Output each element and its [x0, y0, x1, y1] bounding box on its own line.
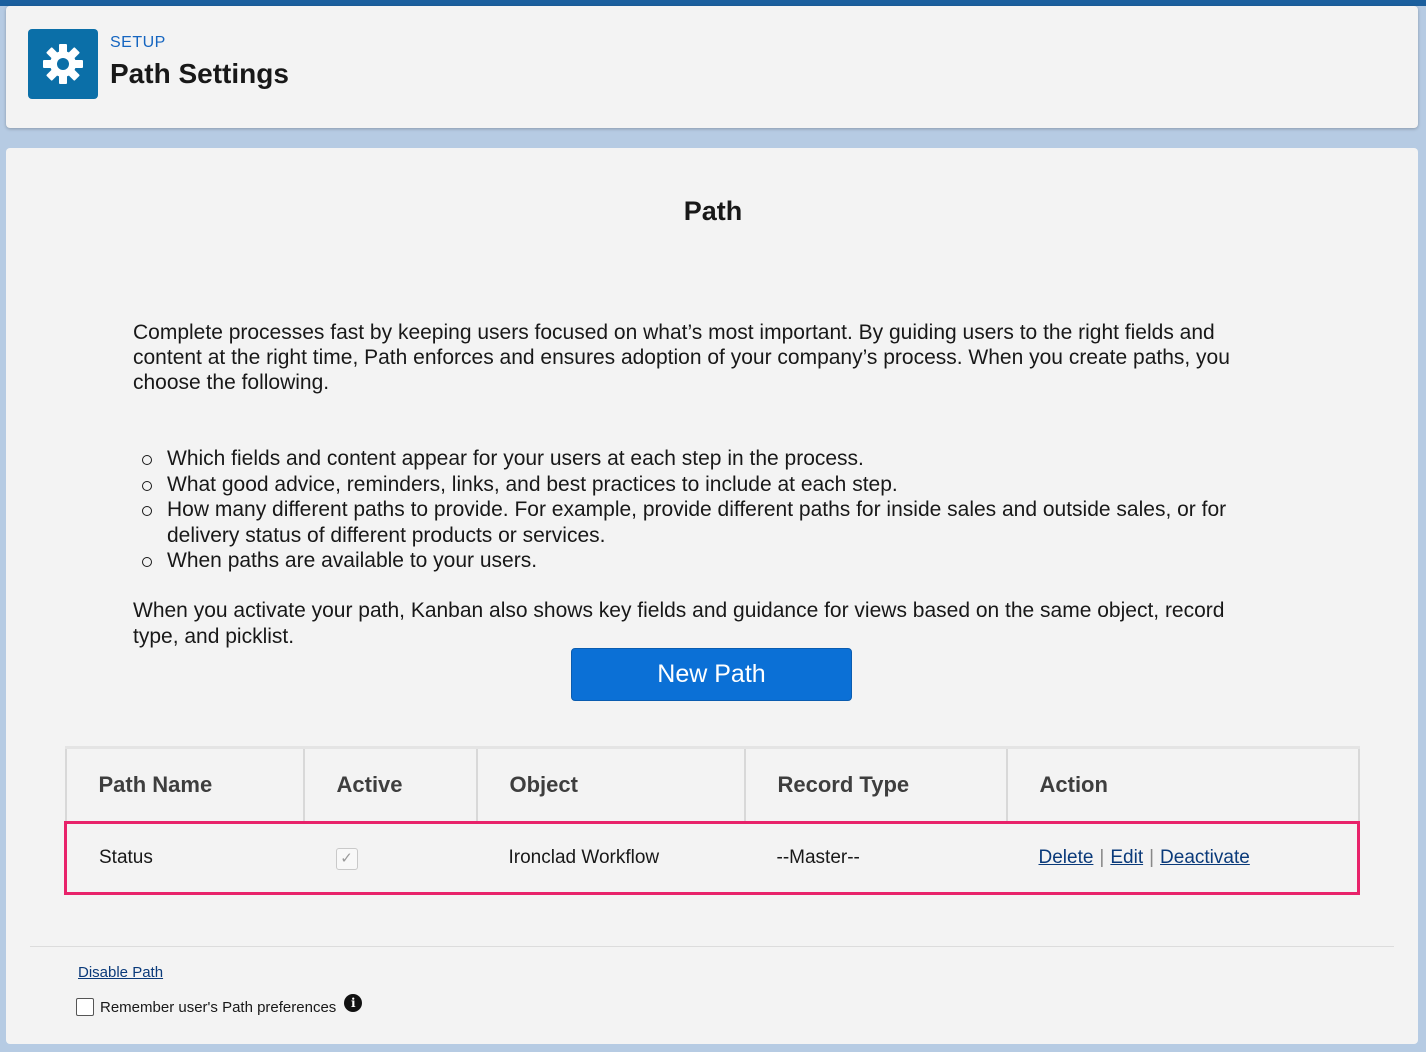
- column-header-path-name: Path Name: [66, 748, 304, 823]
- active-checkbox: ✓: [336, 848, 358, 870]
- page-header: [6, 6, 1418, 128]
- cell-active: [304, 823, 477, 894]
- column-header-action: Action: [1007, 748, 1359, 823]
- remember-preferences-option: [76, 998, 362, 1016]
- table-header-row: [66, 748, 1359, 823]
- cell-record-type: --Master--: [745, 823, 1007, 894]
- gear-icon: [28, 29, 98, 99]
- cell-path-name: Status: [66, 823, 304, 894]
- section-heading: Path: [683, 196, 743, 226]
- new-path-button[interactable]: New Path: [571, 648, 852, 701]
- cell-actions: [1007, 823, 1359, 894]
- kanban-note: When you activate your path, Kanban also shows key fields and guidance for views based on the same object, record type, and picklist.: [133, 599, 1225, 648]
- intro-text: Complete processes fast by keeping users focused on what’s most important. By guiding users to the right fields and content at the right time, Path enforces and ensures adoption of your company’s process. When you create paths, you choose the following.: [133, 321, 1230, 394]
- page-title: Path Settings: [110, 58, 289, 89]
- column-header-active: Active: [304, 748, 477, 823]
- feature-list: [133, 446, 1293, 574]
- delete-link[interactable]: Delete: [1038, 847, 1094, 868]
- footer-divider: [30, 946, 1394, 947]
- column-header-record-type: Record Type: [745, 748, 1007, 823]
- action-separator: |: [1149, 847, 1155, 868]
- remember-preferences-label: Remember user's Path preferences: [100, 998, 337, 1016]
- list-item: When paths are available to your users.: [133, 548, 1293, 574]
- main-panel: [6, 148, 1418, 1044]
- remember-preferences-checkbox[interactable]: [76, 998, 94, 1016]
- cell-object: Ironclad Workflow: [477, 823, 745, 894]
- setup-eyebrow: SETUP: [110, 34, 166, 51]
- list-item: What good advice, reminders, links, and best practices to include at each step.: [133, 472, 1293, 498]
- paths-table: [64, 746, 1360, 895]
- deactivate-link[interactable]: Deactivate: [1160, 847, 1250, 868]
- action-separator: |: [1099, 847, 1105, 868]
- info-icon[interactable]: i: [344, 994, 362, 1012]
- edit-link[interactable]: Edit: [1110, 847, 1144, 868]
- table-row: [66, 823, 1359, 894]
- disable-path-link[interactable]: Disable Path: [78, 964, 164, 981]
- list-item: Which fields and content appear for your users at each step in the process.: [133, 446, 1293, 472]
- column-header-object: Object: [477, 748, 745, 823]
- list-item: How many different paths to provide. For example, provide different paths for inside sales and outside sales, or for delivery status of different products or services.: [133, 497, 1293, 548]
